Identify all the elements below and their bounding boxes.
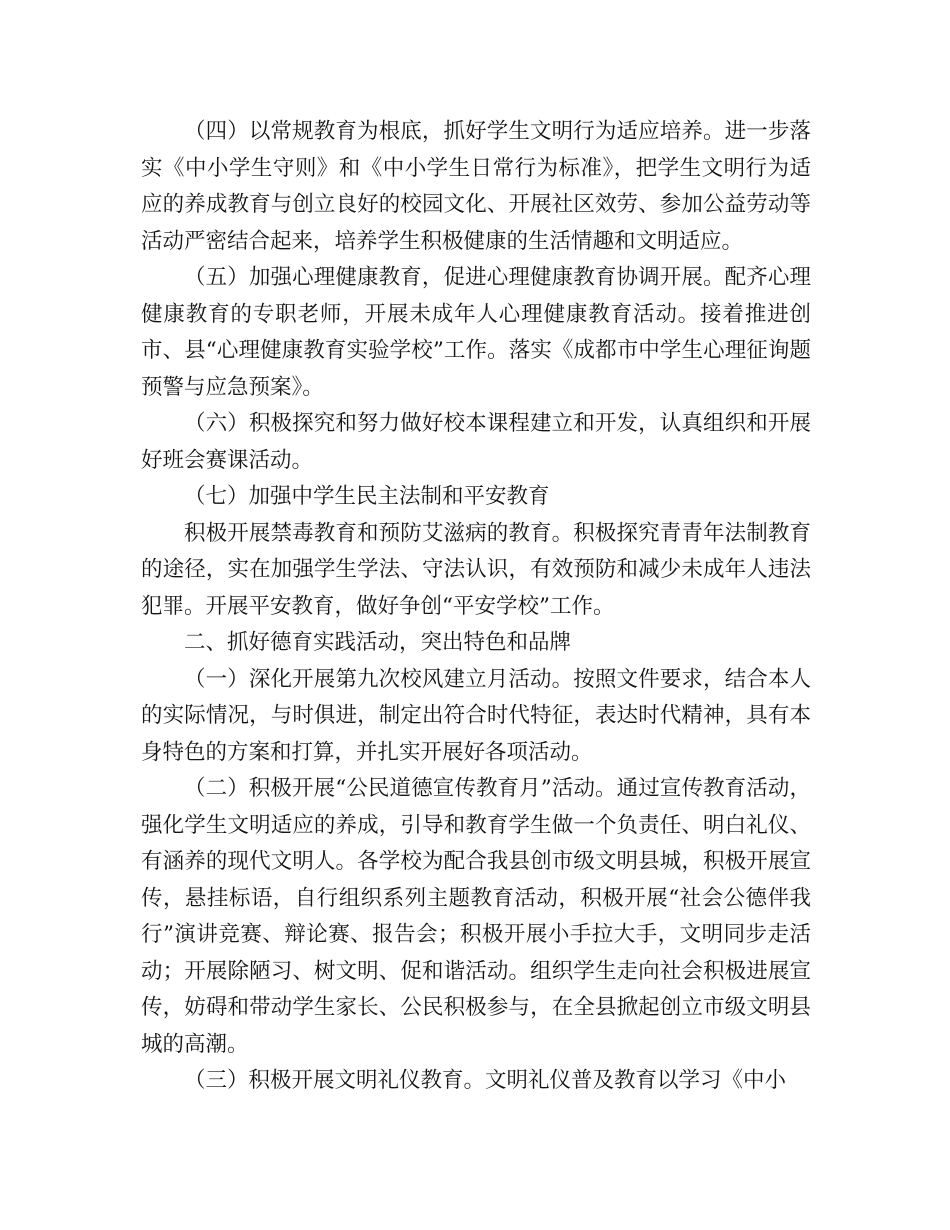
section-heading-2: 二、抓好德育实践活动，突出特色和品牌 [184,630,572,655]
paragraph-section-5: （五）加强心理健康教育，促进心理健康教育协调开展。配齐心理健康教育的专职老师，开展未成年人心理健康教育活动。接着推进创市、县“心理健康教育实验学校”工作。落实《成都市中学生心理征询题预警与应急预案》。 [141,265,811,400]
paragraph-section-4: （四）以常规教育为根底，抓好学生文明行为适应培养。进一步落实《中小学生守则》和《中小学生日常行为标准》，把学生文明行为适应的养成教育与创立良好的校园文化、开展社区效劳、参加公益劳动等活动严密结合起来，培养学生积极健康的生活情趣和文明适应。 [141,119,811,254]
paragraph-section-6: （六）积极探究和努力做好校本课程建立和开发，认真组织和开展好班会赛课活动。 [141,411,811,473]
paragraph-section-7-heading: （七）加强中学生民主法制和平安教育 [184,484,550,509]
document-body [141,114,811,1100]
paragraph-subsection-1: （一）深化开展第九次校风建立月活动。按照文件要求，结合本人的实际情况，与时俱进，制定出符合时代特征，表达时代精神，具有本身特色的方案和打算，并扎实开展好各项活动。 [141,666,811,765]
paragraph-section-7-body: 积极开展禁毒教育和预防艾滋病的教育。积极探究青青年法制教育的途径，实在加强学生学法、守法认识，有效预防和减少未成年人违法犯罪。开展平安教育，做好争创“平安学校”工作。 [141,520,811,619]
paragraph-subsection-3: （三）积极开展文明礼仪教育。文明礼仪普及教育以学习《中小 [184,1068,787,1093]
paragraph-subsection-2: （二）积极开展“公民道德宣传教育月”活动。通过宣传教育活动，强化学生文明适应的养成，引导和教育学生做一个负责任、明白礼仪、有涵养的现代文明人。各学校为配合我县创市级文明县城，积极开展宣传，悬挂标语，自行组织系列主题教育活动，积极开展“社会公德伴我行”演讲竞赛、辩论赛、报告会；积极开展小手拉大手，文明同步走活动；开展除陋习、树文明、促和谐活动。组织学生走向社会积极进展宣传，妨碍和带动学生家长、公民积极参与，在全县掀起创立市级文明县城的高潮。 [141,776,811,1057]
